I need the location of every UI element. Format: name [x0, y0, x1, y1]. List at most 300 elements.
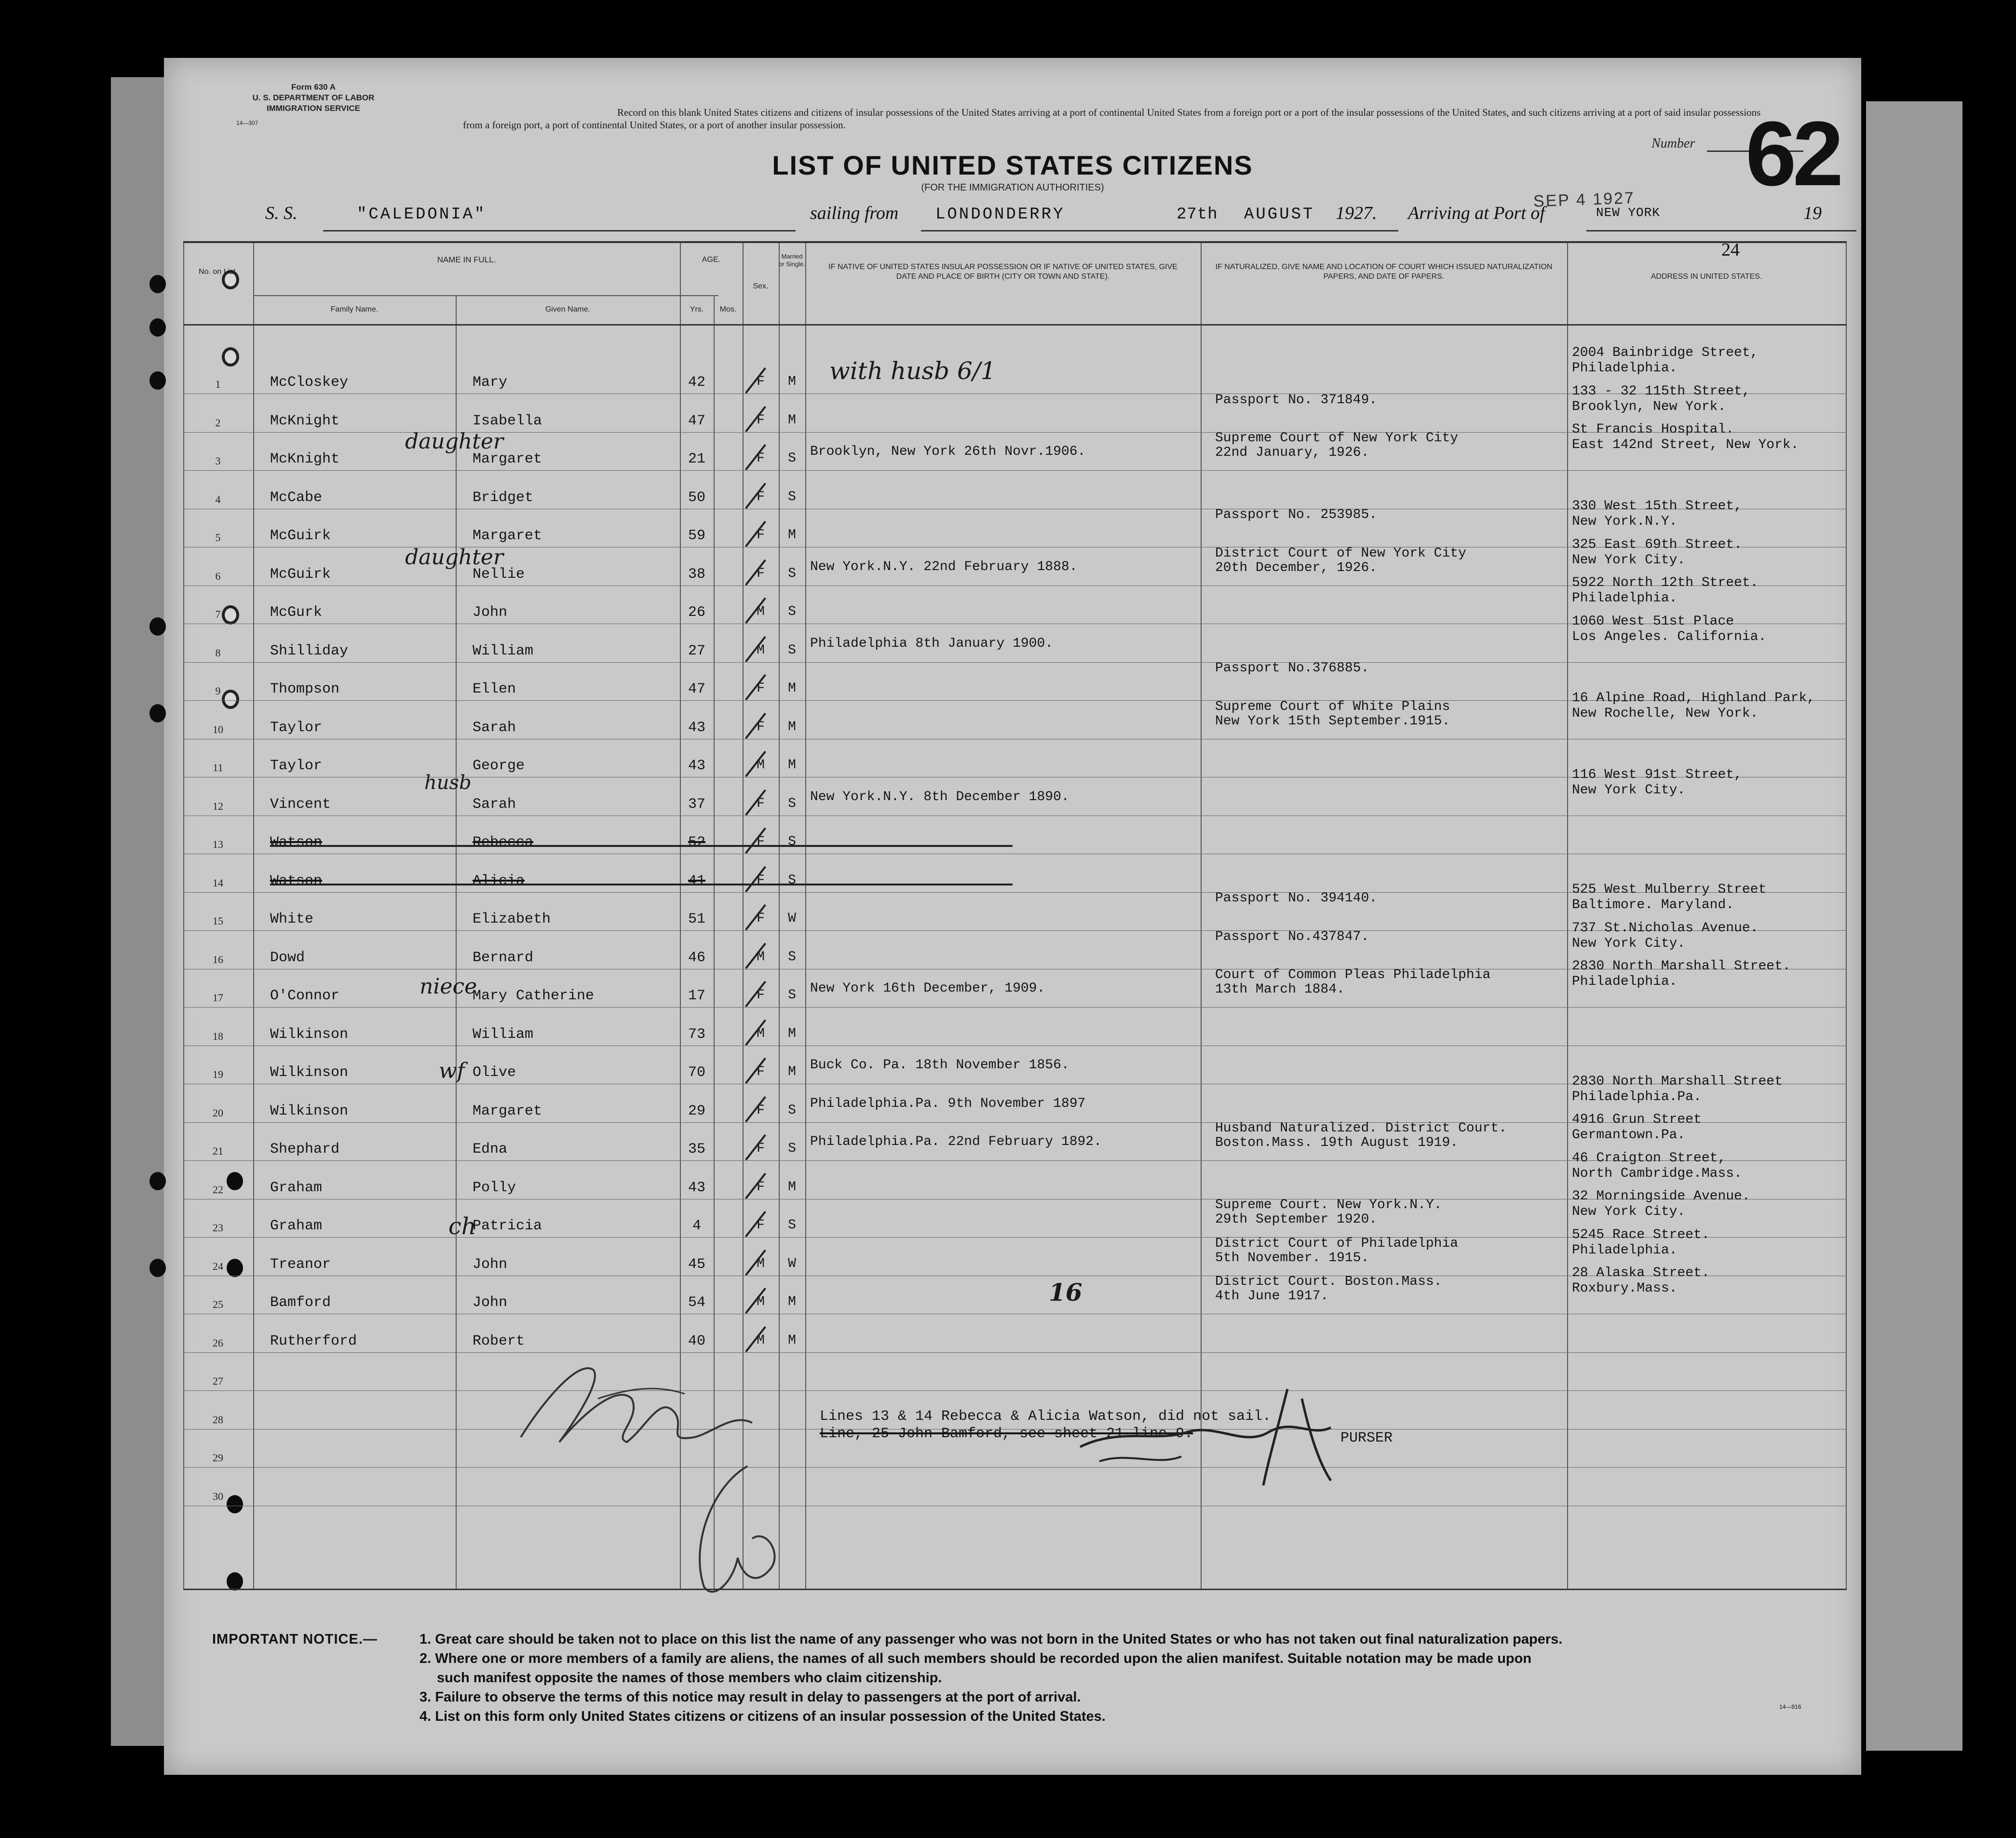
address-line-1: 2004 Bainbridge Street,: [1572, 345, 1759, 360]
ss-label: S. S.: [265, 203, 298, 223]
sex: F: [757, 719, 765, 735]
family-name: Dowd: [270, 949, 305, 966]
naturalization-date: 4th June 1917.: [1215, 1289, 1329, 1304]
family-name: McGuirk: [270, 566, 331, 583]
sex: M: [757, 758, 765, 773]
row-number: 7: [215, 608, 221, 620]
address-line-1: 2830 North Marshall Street: [1572, 1074, 1783, 1089]
naturalization-court: Supreme Court of New York City: [1215, 431, 1459, 446]
binder-hole: [149, 1259, 166, 1277]
address-line-2: Philadelphia.: [1572, 591, 1678, 606]
given-name: Bernard: [473, 949, 534, 966]
address-line-1: 46 Craigton Street,: [1572, 1150, 1726, 1166]
address-line-2: Philadelphia.: [1572, 1242, 1678, 1258]
age-years: 4: [692, 1218, 701, 1234]
address-line-2: New York City.: [1572, 552, 1686, 568]
address-line-1: 1060 West 51st Place: [1572, 613, 1734, 629]
number-label: Number: [1651, 136, 1695, 151]
given-name: John: [473, 604, 508, 621]
marital-status: M: [788, 758, 796, 773]
naturalization-court: Passport No. 253985.: [1215, 507, 1378, 522]
sex: M: [757, 1333, 765, 1348]
header-no-on-list: No. on List.: [199, 268, 238, 276]
birth-place-date: New York.N.Y. 8th December 1890.: [810, 789, 1069, 804]
age-years: 37: [688, 796, 705, 813]
age-years: 47: [688, 412, 705, 429]
family-name: Graham: [270, 1218, 323, 1234]
naturalization-court: Passport No. 394140.: [1215, 891, 1378, 906]
departure-month: AUGUST: [1244, 205, 1315, 224]
marital-status: S: [788, 1218, 796, 1233]
naturalization-date: Boston.Mass. 19th August 1919.: [1215, 1135, 1459, 1150]
naturalization-court: Husband Naturalized. District Court.: [1215, 1121, 1507, 1136]
given-name: Elizabeth: [473, 911, 551, 927]
sex: M: [757, 604, 765, 619]
marital-status: S: [788, 642, 796, 658]
row-number: 26: [213, 1336, 223, 1349]
sex: F: [757, 1064, 765, 1079]
form-preamble: Record on this blank United States citizens and citizens of insular possessions of the United States arriving at a port of continental United States from a foreign port or a port of the insular possessions of the United States, and such citizens arriving at a port of said insular possessions from a foreign port, a port of continental United States, or a port of another insular possession.: [463, 107, 1761, 131]
sex: M: [757, 1256, 765, 1271]
header-birth: IF NATIVE OF UNITED STATES INSULAR POSSESSION OR IF NATIVE OF UNITED STATES, GIVE DATE AND PLACE OF BIRTH (CITY OR TOWN AND STATE).: [828, 263, 1177, 281]
address-line-1: 116 West 91st Street,: [1572, 767, 1742, 782]
handwritten-note: daughter: [405, 429, 503, 454]
handwritten-note: niece: [419, 974, 477, 999]
family-name: Wilkinson: [270, 1064, 349, 1081]
family-name: McKnight: [270, 451, 340, 467]
age-years: 59: [688, 528, 705, 544]
family-name: McGuirk: [270, 528, 331, 544]
notice-print-code: 14—916: [1779, 1703, 1801, 1710]
given-name: George: [473, 758, 525, 774]
sheet-number: 24: [1721, 240, 1740, 260]
marital-status: S: [788, 604, 796, 619]
address-line-2: Philadelphia.: [1572, 974, 1678, 989]
row-number: 17: [213, 992, 223, 1004]
naturalization-date: 29th September 1920.: [1215, 1212, 1378, 1227]
form-number: Form 630 A: [291, 82, 336, 92]
age-years: 26: [688, 604, 705, 621]
marital-status: M: [788, 1064, 796, 1079]
address-line-2: New Rochelle, New York.: [1572, 706, 1759, 721]
family-name: McCloskey: [270, 374, 349, 391]
departure-underline: [921, 230, 1398, 231]
subheader-divider: [253, 295, 718, 296]
row-number: 24: [213, 1260, 223, 1272]
marital-status: M: [788, 412, 796, 428]
ship-name: "CALEDONIA": [357, 205, 487, 224]
age-years: 47: [688, 681, 705, 697]
column-divider: [1567, 243, 1568, 1589]
marital-status: M: [788, 1294, 796, 1309]
address-line-2: New York City.: [1572, 1204, 1686, 1219]
department-name: U. S. DEPARTMENT OF LABOR: [252, 93, 375, 102]
address-line-2: North Cambridge.Mass.: [1572, 1166, 1742, 1181]
marital-status: S: [788, 949, 796, 965]
binder-hole: [149, 1172, 166, 1190]
marital-status: W: [788, 911, 796, 926]
footnote-line-13-14: Lines 13 & 14 Rebecca & Alicia Watson, did not sail.: [820, 1408, 1272, 1425]
row-number: 2: [215, 416, 221, 429]
family-name: Rutherford: [270, 1333, 357, 1349]
family-name: McCabe: [270, 489, 323, 506]
row-number: 12: [213, 800, 223, 812]
binder-hole: [149, 318, 166, 337]
sex: M: [757, 1026, 765, 1041]
departure-port: LONDONDERRY: [935, 205, 1065, 224]
given-name: Ellen: [473, 681, 516, 697]
purser-signature: [1061, 1370, 1360, 1495]
age-years: 50: [688, 489, 705, 506]
address-line-1: 325 East 69th Street.: [1572, 537, 1742, 552]
column-divider: [456, 296, 457, 1589]
header-sex: Sex.: [753, 282, 769, 290]
marital-status: S: [788, 1103, 796, 1118]
header-age: AGE.: [702, 256, 721, 264]
sailing-from-label: sailing from: [810, 203, 899, 223]
binder-hole: [149, 704, 166, 722]
row-rule: [183, 470, 1847, 471]
row-number: 27: [213, 1375, 223, 1387]
address-line-2: Philadelphia.Pa.: [1572, 1089, 1702, 1104]
voyage-year: 1927.: [1336, 203, 1377, 223]
age-years: 27: [688, 642, 705, 659]
row-number: 1: [215, 378, 221, 390]
age-years: 35: [688, 1141, 705, 1157]
header-address: ADDRESS IN UNITED STATES.: [1651, 272, 1762, 281]
column-divider: [805, 243, 806, 1589]
birth-place-date: Buck Co. Pa. 18th November 1856.: [810, 1058, 1069, 1073]
service-name: IMMIGRATION SERVICE: [267, 104, 360, 113]
notice-item-1: 1. Great care should be taken not to place on this list the name of any passenger who was not born in the United States or who has not taken out final naturalization papers.: [419, 1632, 1563, 1647]
print-code: 14—307: [236, 120, 258, 126]
row-number: 4: [215, 493, 221, 505]
sex: M: [757, 949, 765, 965]
birth-place-date: Philadelphia 8th January 1900.: [810, 636, 1054, 651]
address-line-1: St Francis Hospital.: [1572, 422, 1734, 437]
naturalization-date: 5th November. 1915.: [1215, 1250, 1369, 1266]
header-age-months: Mos.: [719, 305, 737, 313]
given-name: Mary Catherine: [473, 988, 595, 1004]
address-line-1: 5245 Race Street.: [1572, 1227, 1710, 1242]
sex: F: [757, 374, 765, 389]
row-rule: [183, 1467, 1847, 1468]
binder-hole: [149, 371, 166, 390]
marital-status: S: [788, 988, 796, 1003]
row-rule: [183, 1390, 1847, 1391]
address-line-2: Roxbury.Mass.: [1572, 1281, 1678, 1296]
row-number: 22: [213, 1183, 223, 1196]
family-name: Shilliday: [270, 642, 349, 659]
family-name: McGurk: [270, 604, 323, 621]
header-married-single: Married or Single.: [779, 253, 805, 268]
row-number: 28: [213, 1413, 223, 1426]
age-years: 45: [688, 1256, 705, 1273]
sex: F: [757, 566, 765, 581]
marital-status: M: [788, 1026, 796, 1041]
notice-item-4: 4. List on this form only United States citizens or citizens of an insular possession of the United States.: [419, 1709, 1106, 1724]
address-line-1: 32 Morningside Avenue.: [1572, 1189, 1750, 1204]
header-given-name: Given Name.: [545, 305, 591, 313]
naturalization-court: District Court of Philadelphia: [1215, 1236, 1459, 1251]
given-name: Robert: [473, 1333, 525, 1349]
age-years: 43: [688, 1179, 705, 1196]
header-name-in-full: NAME IN FULL.: [437, 255, 496, 264]
family-name: Thompson: [270, 681, 340, 697]
address-line-1: 2830 North Marshall Street.: [1572, 959, 1791, 974]
birth-place-date: New York 16th December, 1909.: [810, 981, 1045, 996]
address-line-2: Brooklyn, New York.: [1572, 399, 1726, 414]
given-name: Sarah: [473, 796, 516, 813]
address-line-1: 133 - 32 115th Street,: [1572, 383, 1750, 399]
given-name: Margaret: [473, 451, 542, 467]
address-line-2: Philadelphia.: [1572, 361, 1678, 376]
age-years: 38: [688, 566, 705, 583]
sex: F: [757, 1179, 765, 1195]
given-name: Isabella: [473, 412, 542, 429]
header-divider: [183, 324, 1847, 326]
sex: M: [757, 642, 765, 658]
footnote-line-25: Line, 25 John Bamford, see sheet 21 line 9.: [820, 1426, 1193, 1442]
given-name: Rebecca: [473, 834, 534, 851]
marital-status: M: [788, 681, 796, 696]
family-name: Bamford: [270, 1294, 331, 1311]
departure-day: 27th: [1177, 205, 1218, 224]
notice-item-2: 2. Where one or more members of a family are aliens, the names of all such members should be recorded upon the alien manifest. Suitable notation may be made upon: [419, 1651, 1532, 1666]
year-prefix: 19: [1803, 203, 1822, 223]
list-number: 62: [1745, 103, 1840, 205]
family-name: Watson: [270, 834, 323, 851]
marital-status: W: [788, 1256, 796, 1271]
header-age-years: Yrs.: [690, 305, 704, 313]
naturalization-date: New York 15th September.1915.: [1215, 713, 1450, 729]
family-name: Graham: [270, 1179, 323, 1196]
naturalization-date: 20th December, 1926.: [1215, 560, 1378, 575]
sex: F: [757, 489, 765, 504]
birth-place-date: Philadelphia.Pa. 22nd February 1892.: [810, 1134, 1102, 1149]
given-name: Nellie: [473, 566, 525, 583]
address-line-1: 5922 North 12th Street.: [1572, 575, 1759, 590]
given-name: William: [473, 642, 534, 659]
family-name: Wilkinson: [270, 1103, 349, 1119]
marital-status: S: [788, 489, 796, 504]
sex: F: [757, 988, 765, 1003]
address-line-2: New York.N.Y.: [1572, 514, 1678, 529]
arrival-date-stamp: SEP 4 1927: [1533, 189, 1636, 211]
sex: F: [757, 872, 765, 888]
marital-status: M: [788, 528, 796, 543]
address-line-2: New York City.: [1572, 782, 1686, 798]
header-family-name: Family Name.: [330, 305, 379, 313]
binder-hole: [149, 275, 166, 293]
row-number: 21: [213, 1145, 223, 1157]
address-line-1: 330 West 15th Street,: [1572, 499, 1742, 514]
purser-label: PURSER: [1340, 1430, 1393, 1446]
form-issuer: [236, 82, 391, 128]
row-number: 14: [213, 876, 223, 889]
given-name: Edna: [473, 1141, 508, 1157]
address-line-2: Los Angeles. California.: [1572, 629, 1767, 644]
birth-place-date: New York.N.Y. 22nd February 1888.: [810, 559, 1078, 574]
row-number: 10: [213, 723, 223, 735]
row-number: 23: [213, 1222, 223, 1234]
sex: F: [757, 911, 765, 926]
given-name: Sarah: [473, 719, 516, 736]
row-number: 8: [215, 646, 221, 659]
family-name: White: [270, 911, 314, 927]
age-years: 29: [688, 1103, 705, 1119]
arrival-port: NEW YORK: [1596, 205, 1660, 220]
sex: F: [757, 1141, 765, 1156]
marital-status: S: [788, 834, 796, 849]
row-number: 29: [213, 1452, 223, 1464]
age-years: 73: [688, 1026, 705, 1043]
naturalization-court: District Court of New York City: [1215, 545, 1466, 561]
row-number: 5: [215, 531, 221, 544]
row-rule: [183, 662, 1847, 663]
address-line-1: 525 West Mulberry Street: [1572, 882, 1767, 897]
given-name: Bridget: [473, 489, 534, 506]
family-name: Taylor: [270, 758, 323, 774]
row-number: 25: [213, 1298, 223, 1310]
row-number: 6: [215, 570, 221, 582]
given-name: Margaret: [473, 528, 542, 544]
marital-status: S: [788, 796, 796, 811]
manifest-page: [164, 58, 1861, 1775]
given-name: Polly: [473, 1179, 516, 1196]
column-divider: [183, 243, 184, 1589]
given-name: Olive: [473, 1064, 516, 1081]
strike-through-line: [270, 884, 1013, 885]
given-name: Alicia: [473, 872, 525, 889]
sex: F: [757, 451, 765, 466]
marital-status: M: [788, 1179, 796, 1195]
age-years: 21: [688, 451, 705, 467]
birth-place-date: Philadelphia.Pa. 9th November 1897: [810, 1096, 1086, 1111]
given-name: John: [473, 1256, 508, 1273]
given-name: Patricia: [473, 1218, 542, 1234]
address-line-1: 16 Alpine Road, Highland Park,: [1572, 690, 1815, 706]
marital-status: S: [788, 1141, 796, 1156]
age-years: 46: [688, 949, 705, 966]
sex: F: [757, 681, 765, 696]
age-years: 40: [688, 1333, 705, 1349]
form-title: LIST OF UNITED STATES CITIZENS: [772, 150, 1253, 180]
sex: M: [757, 1294, 765, 1309]
row-number: 9: [215, 685, 221, 697]
handwritten-note: ch: [448, 1213, 476, 1240]
age-years: 41: [688, 872, 705, 889]
sex: F: [757, 834, 765, 849]
sex: F: [757, 1218, 765, 1233]
ship-underline: [323, 230, 796, 231]
naturalization-date: 22nd January, 1926.: [1215, 445, 1369, 460]
inspector-signature: [501, 1341, 791, 1466]
column-divider: [1846, 243, 1847, 1589]
address-line-1: 28 Alaska Street.: [1572, 1266, 1710, 1280]
age-years: 42: [688, 374, 705, 391]
family-name: Wilkinson: [270, 1026, 349, 1043]
age-years: 43: [688, 719, 705, 736]
strike-through-line: [270, 845, 1013, 847]
row-number: 3: [215, 455, 221, 467]
marital-status: S: [788, 451, 796, 466]
address-line-2: East 142nd Street, New York.: [1572, 437, 1799, 452]
family-name: Treanor: [270, 1256, 331, 1273]
page-stack-right-edge: [1866, 101, 1962, 1751]
marital-status: M: [788, 374, 796, 389]
handwritten-note: daughter: [405, 545, 503, 570]
naturalization-court: Passport No.437847.: [1215, 929, 1369, 944]
age-years: 54: [688, 1294, 705, 1311]
age-years: 17: [688, 988, 705, 1004]
notice-item-3: 3. Failure to observe the terms of this notice may result in delay to passengers at the port of arrival.: [419, 1689, 1081, 1705]
row-number: 15: [213, 915, 223, 927]
age-years: 52: [688, 834, 705, 851]
row-number: 18: [213, 1030, 223, 1042]
marital-status: M: [788, 719, 796, 735]
row-number: 16: [213, 953, 223, 966]
margin-initials: [675, 1457, 800, 1611]
birth-place-date: Brooklyn, New York 26th Novr.1906.: [810, 444, 1086, 459]
family-name: McKnight: [270, 412, 340, 429]
age-years: 70: [688, 1064, 705, 1081]
naturalization-court: Court of Common Pleas Philadelphia: [1215, 967, 1491, 982]
row-number: 11: [213, 762, 223, 774]
given-name: John: [473, 1294, 508, 1311]
header-naturalization: IF NATURALIZED, GIVE NAME AND LOCATION OF COURT WHICH ISSUED NATURALIZATION PAPERS, AND DATE OF PAPERS.: [1215, 263, 1553, 281]
binder-hole: [149, 617, 166, 636]
naturalization-court: Supreme Court. New York.N.Y.: [1215, 1198, 1442, 1212]
naturalization-court: Passport No.376885.: [1215, 661, 1369, 676]
naturalization-date: 13th March 1884.: [1215, 982, 1345, 997]
marital-status: S: [788, 872, 796, 888]
sex: F: [757, 1103, 765, 1118]
handwritten-note: with husb 6/1: [829, 357, 996, 385]
family-name: Vincent: [270, 796, 331, 813]
row-number: 13: [213, 838, 223, 850]
sex: F: [757, 796, 765, 811]
row-number: 20: [213, 1106, 223, 1119]
age-years: 51: [688, 911, 705, 927]
marital-status: S: [788, 566, 796, 581]
family-name: Watson: [270, 872, 323, 889]
naturalization-court: District Court. Boston.Mass.: [1215, 1274, 1442, 1289]
sex: F: [757, 412, 765, 428]
handwritten-note: wf: [439, 1059, 465, 1083]
row-number: 19: [213, 1068, 223, 1080]
column-divider: [253, 243, 254, 1589]
handwritten-note: husb: [424, 772, 472, 794]
given-name: Margaret: [473, 1103, 542, 1119]
row-rule: [183, 1352, 1847, 1353]
age-years: 43: [688, 758, 705, 774]
notice-lead: IMPORTANT NOTICE.—: [212, 1632, 378, 1647]
address-line-2: Germantown.Pa.: [1572, 1128, 1686, 1143]
row-number: 30: [213, 1490, 223, 1502]
arriving-label: Arriving at Port of: [1408, 203, 1545, 223]
family-name: Shephard: [270, 1141, 340, 1157]
notice-item-2-cont: such manifest opposite the names of those members who claim citizenship.: [437, 1670, 942, 1686]
address-line-2: Baltimore. Maryland.: [1572, 898, 1734, 912]
form-subtitle: (FOR THE IMMIGRATION AUTHORITIES): [921, 182, 1104, 193]
sex: F: [757, 528, 765, 543]
marital-status: M: [788, 1333, 796, 1348]
given-name: William: [473, 1026, 534, 1043]
address-line-2: New York City.: [1572, 936, 1686, 951]
family-name: O'Connor: [270, 988, 340, 1004]
address-line-1: 4916 Grun Street: [1572, 1112, 1702, 1127]
